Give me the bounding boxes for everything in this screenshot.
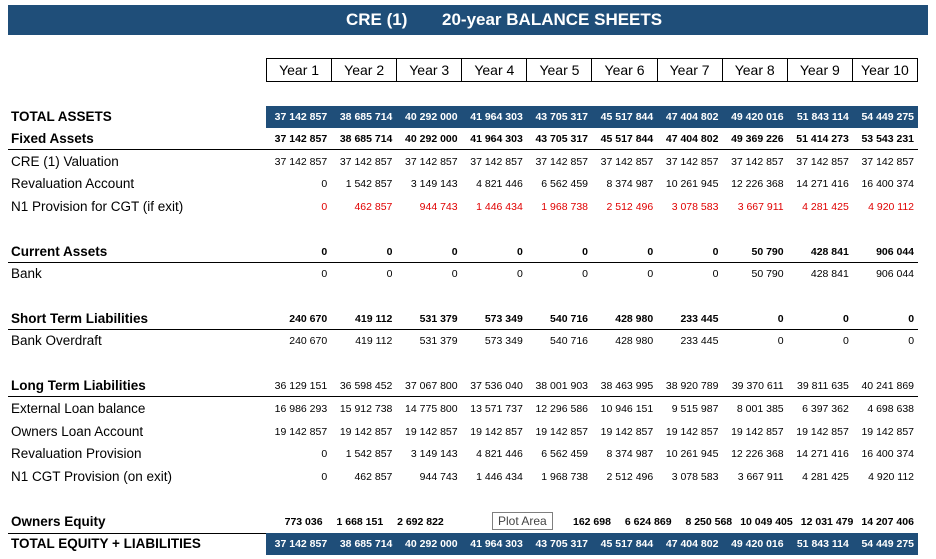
value-cell[interactable]: 51 843 114 <box>796 538 849 550</box>
value-cell[interactable]: 36 598 452 <box>339 380 393 392</box>
row-values <box>266 128 918 150</box>
value-cell[interactable]: 4 281 425 <box>802 471 849 483</box>
value-cell[interactable]: 1 968 738 <box>541 201 589 213</box>
value-cell[interactable]: 944 743 <box>419 201 458 213</box>
value-cell[interactable]: 1 968 738 <box>541 471 589 483</box>
value-cell[interactable]: 37 142 857 <box>600 156 654 168</box>
row-short-term-liabilities <box>8 308 918 330</box>
row-label: Revaluation Account <box>11 176 135 191</box>
value-cell[interactable]: 47 404 802 <box>665 111 719 123</box>
value-cell[interactable]: 38 685 714 <box>339 111 393 123</box>
row-values <box>266 151 918 173</box>
row-values <box>266 106 918 128</box>
value-cell[interactable]: 37 536 040 <box>470 380 523 392</box>
value-cell[interactable]: 6 562 459 <box>541 178 589 190</box>
value-cell[interactable]: 12 226 368 <box>731 448 784 460</box>
value-cell[interactable]: 37 142 857 <box>731 156 784 168</box>
value-cell[interactable]: 4 281 425 <box>802 201 849 213</box>
row-revaluation-provision <box>8 443 918 465</box>
value-cell[interactable]: 240 670 <box>289 313 328 325</box>
value-cell[interactable]: 4 920 112 <box>868 471 915 483</box>
sheet-title: CRE (1) <box>346 10 408 29</box>
value-cell[interactable]: 0 <box>321 268 328 280</box>
value-cell[interactable]: 0 <box>386 268 393 280</box>
value-cell[interactable]: 240 670 <box>289 335 328 347</box>
value-cell[interactable]: 12 031 479 <box>800 516 854 528</box>
row-values <box>266 173 918 195</box>
row-current-assets <box>8 241 918 263</box>
value-cell[interactable]: 428 841 <box>810 246 849 258</box>
year-header-cell[interactable]: Year 5 <box>526 59 591 81</box>
value-cell[interactable]: 0 <box>451 246 458 258</box>
row-long-term-liabilities <box>8 375 918 397</box>
value-cell[interactable]: 3 149 143 <box>410 178 458 190</box>
value-cell[interactable]: 49 420 016 <box>731 111 784 123</box>
value-cell[interactable]: 10 049 405 <box>740 516 793 528</box>
value-cell[interactable]: 233 445 <box>680 335 719 347</box>
value-cell[interactable]: 50 790 <box>751 268 784 280</box>
row-values <box>266 330 918 352</box>
value-cell[interactable]: 41 964 303 <box>470 111 523 123</box>
value-cell[interactable]: 906 044 <box>876 268 915 280</box>
value-cell[interactable]: 45 517 844 <box>600 538 654 550</box>
value-cell[interactable]: 3 078 583 <box>671 201 719 213</box>
row-values <box>266 466 918 488</box>
value-cell[interactable]: 43 705 317 <box>535 111 589 123</box>
row-label: TOTAL EQUITY + LIABILITIES <box>11 536 201 551</box>
value-cell[interactable]: 4 920 112 <box>868 201 915 213</box>
value-cell[interactable]: 19 142 857 <box>535 426 589 438</box>
value-cell[interactable]: 37 142 857 <box>796 156 849 168</box>
value-cell[interactable]: 37 142 857 <box>339 156 393 168</box>
value-cell[interactable]: 37 142 857 <box>274 538 328 550</box>
row-values <box>266 511 918 533</box>
row-label: External Loan balance <box>11 401 146 416</box>
value-cell[interactable]: 462 857 <box>354 471 393 483</box>
value-cell[interactable]: 0 <box>321 471 328 483</box>
row-values <box>266 263 918 285</box>
value-cell[interactable]: 4 821 446 <box>476 448 523 460</box>
value-cell[interactable]: 14 271 416 <box>796 178 849 190</box>
value-cell[interactable]: 19 142 857 <box>405 426 458 438</box>
value-cell[interactable]: 16 400 374 <box>861 448 915 460</box>
row-label: Owners Equity <box>11 514 106 529</box>
value-cell[interactable]: 419 112 <box>355 335 393 347</box>
row-owners-loan-account <box>8 421 918 443</box>
row-cre-valuation <box>8 151 918 173</box>
year-header-cell[interactable]: Year 8 <box>722 59 787 81</box>
value-cell[interactable]: 1 446 434 <box>476 201 523 213</box>
value-cell[interactable]: 6 624 869 <box>624 516 672 528</box>
value-cell[interactable]: 4 698 638 <box>867 403 915 415</box>
value-cell[interactable]: 38 463 995 <box>600 380 654 392</box>
value-cell[interactable]: 37 142 857 <box>274 111 328 123</box>
value-cell[interactable]: 573 349 <box>484 313 523 325</box>
value-cell[interactable]: 6 397 362 <box>802 403 849 415</box>
value-cell[interactable]: 944 743 <box>419 471 458 483</box>
value-cell[interactable]: 19 142 857 <box>861 426 915 438</box>
value-cell[interactable]: 9 515 987 <box>671 403 719 415</box>
value-cell[interactable]: 0 <box>321 246 328 258</box>
value-cell[interactable]: 0 <box>451 268 458 280</box>
row-values <box>266 443 918 465</box>
value-cell[interactable]: 2 512 496 <box>606 201 654 213</box>
value-cell[interactable]: 19 142 857 <box>470 426 523 438</box>
value-cell[interactable]: 0 <box>582 246 589 258</box>
value-cell[interactable]: 540 716 <box>550 313 589 325</box>
value-cell[interactable]: 8 374 987 <box>606 448 654 460</box>
value-cell[interactable]: 41 964 303 <box>470 133 523 145</box>
value-cell[interactable]: 8 374 987 <box>606 178 654 190</box>
value-cell[interactable]: 53 543 231 <box>861 133 915 145</box>
row-total-equity-liabilities <box>8 533 918 555</box>
value-cell[interactable]: 0 <box>386 246 393 258</box>
value-cell[interactable]: 773 036 <box>284 516 323 528</box>
value-cell[interactable]: 906 044 <box>876 246 915 258</box>
value-cell[interactable]: 47 404 802 <box>665 133 719 145</box>
year-header-cell[interactable]: Year 3 <box>396 59 461 81</box>
year-header-cell[interactable]: Year 1 <box>279 62 320 78</box>
value-cell[interactable]: 40 241 869 <box>861 380 915 392</box>
value-cell[interactable]: 1 446 434 <box>476 471 523 483</box>
value-cell[interactable]: 19 142 857 <box>665 426 719 438</box>
value-cell[interactable]: 233 445 <box>680 313 719 325</box>
value-cell[interactable]: 0 <box>321 201 328 213</box>
value-cell[interactable]: 573 349 <box>484 335 523 347</box>
value-cell[interactable]: 428 841 <box>810 268 849 280</box>
value-cell[interactable]: 540 716 <box>550 335 589 347</box>
value-cell[interactable]: 0 <box>712 246 719 258</box>
row-label: TOTAL ASSETS <box>11 109 112 124</box>
value-cell[interactable]: 50 790 <box>751 246 784 258</box>
value-cell[interactable]: 8 250 568 <box>685 516 733 528</box>
value-cell[interactable]: 16 400 374 <box>861 178 915 190</box>
value-cell[interactable]: 38 001 903 <box>535 380 589 392</box>
value-cell[interactable]: 19 142 857 <box>796 426 849 438</box>
year-header-cell[interactable]: Year 4 <box>461 59 526 81</box>
row-label: CRE (1) Valuation <box>11 154 119 169</box>
value-cell[interactable]: 51 414 273 <box>796 133 849 145</box>
title-bar <box>8 5 928 35</box>
value-cell[interactable]: 0 <box>842 335 849 347</box>
value-cell[interactable]: 0 <box>908 335 915 347</box>
value-cell[interactable]: 0 <box>647 246 654 258</box>
row-values <box>266 241 918 263</box>
value-cell[interactable]: 3 078 583 <box>671 471 719 483</box>
row-bank-overdraft <box>8 330 918 352</box>
row-label: N1 CGT Provision (on exit) <box>11 469 173 484</box>
value-cell[interactable]: 37 142 857 <box>274 156 328 168</box>
row-owners-equity <box>8 511 918 533</box>
row-values <box>266 421 918 443</box>
value-cell[interactable]: 41 964 303 <box>470 538 523 550</box>
value-cell[interactable]: 3 667 911 <box>737 201 784 213</box>
year-header-cell[interactable]: Year 2 <box>331 59 396 81</box>
value-cell[interactable]: 0 <box>516 268 523 280</box>
value-cell[interactable]: 0 <box>647 268 654 280</box>
value-cell[interactable]: 39 370 611 <box>731 380 784 392</box>
row-label: Revaluation Provision <box>11 446 142 461</box>
value-cell[interactable]: 14 207 406 <box>861 516 914 528</box>
value-cell[interactable]: 37 142 857 <box>535 156 589 168</box>
value-cell[interactable]: 10 261 945 <box>665 178 719 190</box>
value-cell[interactable]: 419 112 <box>355 313 393 325</box>
year-header-cell[interactable]: Year 10 <box>852 59 917 81</box>
value-cell[interactable]: 54 449 275 <box>861 111 915 123</box>
sheet-subtitle: 20-year BALANCE SHEETS <box>442 10 663 29</box>
value-cell[interactable]: 0 <box>777 335 784 347</box>
value-cell[interactable]: 0 <box>516 246 523 258</box>
value-cell[interactable]: 0 <box>712 268 719 280</box>
value-cell[interactable]: 428 980 <box>615 335 654 347</box>
value-cell[interactable]: 15 912 738 <box>339 403 393 415</box>
row-label: Current Assets <box>11 244 108 259</box>
row-label: N1 Provision for CGT (if exit) <box>11 199 184 214</box>
value-cell[interactable]: 37 142 857 <box>405 156 458 168</box>
value-cell[interactable]: 531 379 <box>419 313 458 325</box>
value-cell[interactable]: 1 668 151 <box>336 516 384 528</box>
value-cell[interactable]: 37 142 857 <box>274 133 328 145</box>
row-label: Owners Loan Account <box>11 424 144 439</box>
value-cell[interactable]: 0 <box>321 448 328 460</box>
year-header-cell[interactable]: Year 6 <box>591 59 656 81</box>
value-cell[interactable]: 19 142 857 <box>274 426 328 438</box>
value-cell[interactable]: 40 292 000 <box>405 538 458 550</box>
value-cell[interactable]: 0 <box>321 178 328 190</box>
row-label: Short Term Liabilities <box>11 311 149 326</box>
value-cell[interactable]: 39 811 635 <box>797 380 849 392</box>
value-cell[interactable]: 428 980 <box>615 313 654 325</box>
row-revaluation-account <box>8 173 918 195</box>
value-cell[interactable]: 0 <box>908 313 915 325</box>
value-cell[interactable]: 1 542 857 <box>345 448 393 460</box>
value-cell[interactable]: 531 379 <box>419 335 458 347</box>
row-n1-provision-cgt <box>8 196 918 218</box>
value-cell[interactable]: 45 517 844 <box>600 111 654 123</box>
value-cell[interactable]: 8 001 385 <box>736 403 784 415</box>
row-fixed-assets <box>8 128 918 150</box>
value-cell[interactable]: 37 067 800 <box>405 380 458 392</box>
value-cell[interactable]: 10 261 945 <box>665 448 719 460</box>
year-header <box>266 58 918 82</box>
value-cell[interactable]: 37 142 857 <box>665 156 719 168</box>
row-values <box>266 398 918 420</box>
value-cell[interactable]: 2 692 822 <box>397 516 444 528</box>
value-cell[interactable]: 12 296 586 <box>535 403 589 415</box>
value-cell[interactable]: 462 857 <box>354 201 393 213</box>
value-cell[interactable]: 12 226 368 <box>731 178 784 190</box>
value-cell[interactable]: 19 142 857 <box>600 426 654 438</box>
value-cell[interactable]: 13 571 737 <box>470 403 523 415</box>
value-cell[interactable]: 51 843 114 <box>796 111 849 123</box>
value-cell[interactable]: 37 142 857 <box>861 156 915 168</box>
row-n1-cgt-provision-exit <box>8 466 918 488</box>
value-cell[interactable]: 4 821 446 <box>476 178 523 190</box>
row-values <box>266 533 918 555</box>
value-cell[interactable]: 54 449 275 <box>861 538 915 550</box>
row-label: Long Term Liabilities <box>11 378 146 393</box>
value-cell[interactable]: 43 705 317 <box>535 538 589 550</box>
value-cell[interactable]: 37 142 857 <box>470 156 523 168</box>
value-cell[interactable]: 0 <box>842 313 849 325</box>
value-cell[interactable]: 3 149 143 <box>410 448 458 460</box>
plot-area-tooltip: Plot Area <box>492 512 553 530</box>
value-cell[interactable]: 3 667 911 <box>737 471 784 483</box>
row-values <box>266 308 918 330</box>
value-cell[interactable]: 38 920 789 <box>665 380 719 392</box>
value-cell[interactable]: 49 420 016 <box>731 538 784 550</box>
row-label: Bank <box>11 266 42 281</box>
value-cell[interactable]: 49 369 226 <box>731 133 784 145</box>
row-total-assets <box>8 106 918 128</box>
value-cell[interactable]: 14 271 416 <box>796 448 849 460</box>
row-label: Fixed Assets <box>11 131 94 146</box>
year-header-cell[interactable]: Year 7 <box>657 59 722 81</box>
year-header-cell[interactable]: Year 9 <box>787 59 852 81</box>
value-cell[interactable]: 45 517 844 <box>600 133 654 145</box>
value-cell[interactable]: 43 705 317 <box>535 133 589 145</box>
value-cell[interactable]: 1 542 857 <box>345 178 393 190</box>
value-cell[interactable]: 38 685 714 <box>339 133 393 145</box>
value-cell[interactable]: 14 775 800 <box>405 403 458 415</box>
row-values <box>266 375 918 397</box>
value-cell[interactable]: 19 142 857 <box>731 426 784 438</box>
value-cell[interactable]: 38 685 714 <box>339 538 393 550</box>
row-bank <box>8 263 918 285</box>
value-cell[interactable]: 40 292 000 <box>405 133 458 145</box>
value-cell[interactable]: 162 698 <box>573 516 611 528</box>
value-cell[interactable]: 19 142 857 <box>339 426 393 438</box>
value-cell[interactable]: 0 <box>582 268 589 280</box>
value-cell[interactable]: 2 512 496 <box>606 471 654 483</box>
row-external-loan-balance <box>8 398 918 420</box>
value-cell[interactable]: 0 <box>777 313 784 325</box>
value-cell[interactable]: 6 562 459 <box>541 448 589 460</box>
row-values <box>266 196 918 218</box>
value-cell[interactable]: 36 129 151 <box>274 380 328 392</box>
value-cell[interactable]: 40 292 000 <box>405 111 458 123</box>
value-cell[interactable]: 16 986 293 <box>274 403 328 415</box>
value-cell[interactable]: 47 404 802 <box>665 538 719 550</box>
row-label: Bank Overdraft <box>11 333 102 348</box>
value-cell[interactable]: 10 946 151 <box>600 403 654 415</box>
